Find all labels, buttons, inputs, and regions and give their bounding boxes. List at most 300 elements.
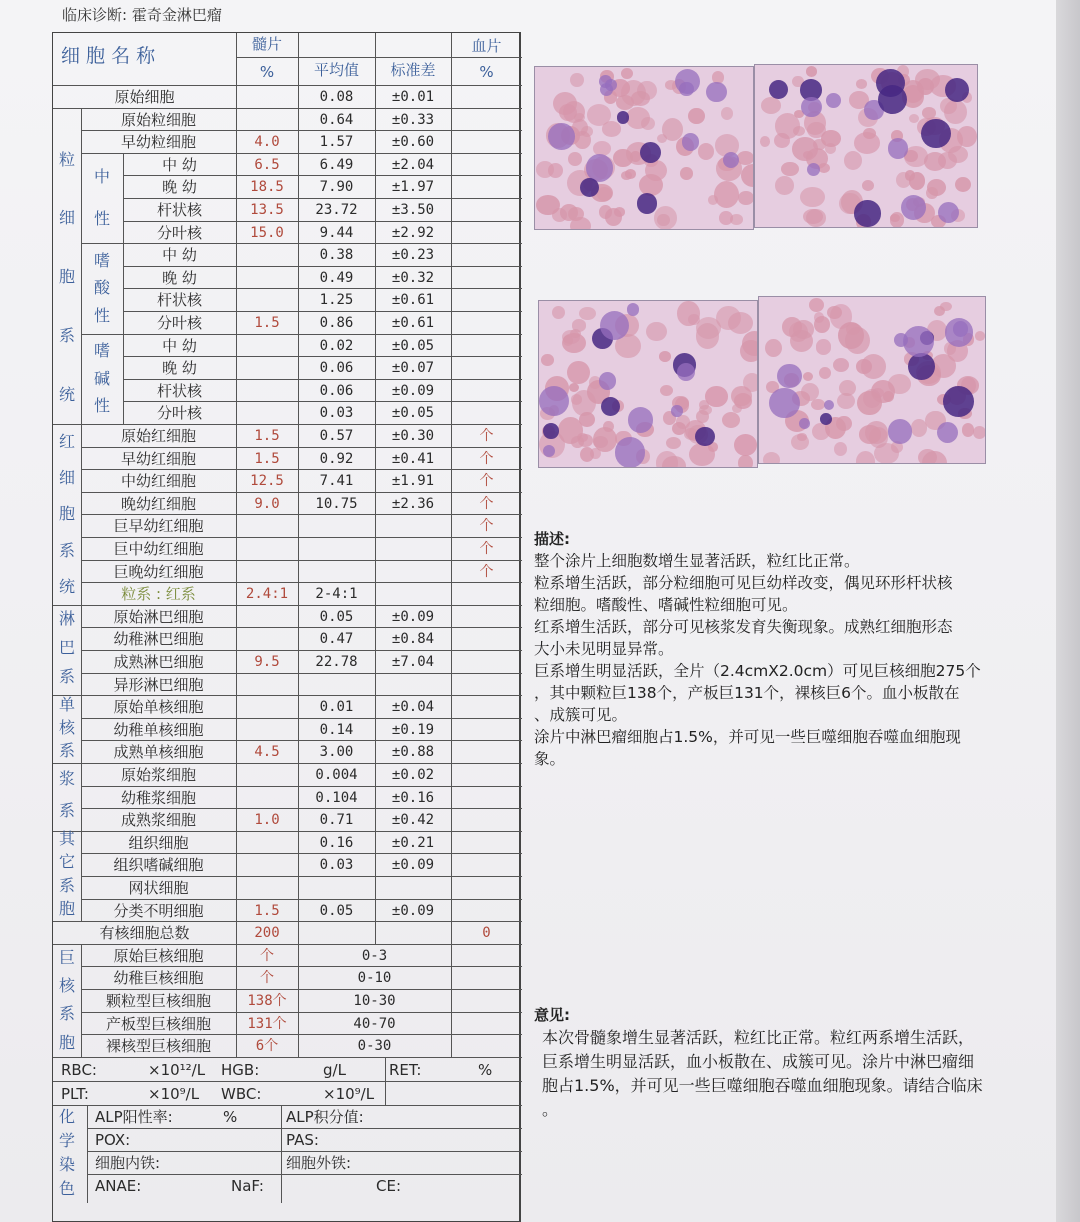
pox-label: POX:: [95, 1130, 131, 1149]
anae-label: ANAE:: [95, 1176, 142, 1195]
row-mean: 0.49: [319, 269, 354, 286]
red-cell-shape: [797, 433, 807, 442]
nucleated-cell-shape: [677, 363, 695, 381]
row-marrow: 12.5: [250, 473, 284, 490]
row-mean: 2-4:1: [315, 586, 358, 603]
red-cell-shape: [861, 354, 887, 379]
wbc-unit: ×10⁹/L: [323, 1084, 375, 1103]
row-sd: ±0.33: [391, 111, 435, 128]
header-mean: 平均值: [313, 61, 359, 79]
row-sd: ±0.09: [391, 608, 435, 625]
row-marrow: 6.5: [254, 156, 280, 173]
red-cell-shape: [909, 114, 919, 123]
alp-score-label: ALP积分值:: [286, 1107, 364, 1126]
nucleated-cell-shape: [599, 372, 617, 390]
red-cell-shape: [792, 137, 817, 161]
table-rule: [375, 85, 376, 944]
red-cell-shape: [827, 306, 842, 319]
red-cell-shape: [761, 97, 781, 114]
red-cell-shape: [734, 434, 757, 456]
table-rule: [298, 33, 299, 85]
row-name: 幼稚巨核细胞: [113, 969, 204, 988]
row-name: 巨早幼红细胞: [113, 517, 204, 536]
red-cell-shape: [599, 205, 613, 219]
description-line: 巨系增生明显活跃，全片（2.4cmX2.0cm）可见巨核细胞275个: [534, 662, 981, 680]
nucleated-cell-shape: [908, 353, 935, 380]
description-label: 描述:: [534, 530, 570, 548]
red-cell-shape: [680, 167, 692, 180]
row-rule: [123, 175, 522, 176]
row-mean: 0.01: [319, 699, 354, 716]
red-cell-shape: [696, 323, 720, 348]
nucleated-cell-shape: [543, 423, 559, 439]
group-neutrophil-label: 中 性: [93, 167, 110, 228]
group-basophil-label: 嗜 碱 性: [93, 341, 110, 416]
row-name: 中 幼: [162, 336, 197, 355]
row-name: 分叶核: [156, 404, 202, 423]
description-section: [534, 528, 1044, 770]
rbc-label: RBC:: [61, 1060, 97, 1079]
row-name: 早幼红细胞: [120, 449, 196, 468]
opinion-text: [534, 1026, 1044, 1122]
red-cell-shape: [862, 180, 874, 191]
red-cell-shape: [719, 211, 733, 225]
row-rule: [81, 740, 522, 741]
row-marrow: 9.0: [254, 495, 280, 512]
row-mean: 10.75: [315, 495, 358, 512]
nucleated-cell-shape: [945, 318, 973, 346]
red-cell-shape: [856, 79, 868, 89]
row-name: 幼稚浆细胞: [120, 788, 196, 807]
table-rule: [236, 85, 237, 1057]
row-rule: [81, 899, 522, 900]
red-cell-shape: [940, 302, 951, 311]
row-name: 裸核型巨核细胞: [105, 1037, 211, 1056]
nucleated-cell-shape: [671, 405, 682, 416]
row-sd: ±0.09: [391, 382, 435, 399]
red-cell-shape: [834, 442, 848, 456]
group-mono-label: 单 核 系: [58, 694, 75, 761]
row-sd: ±0.23: [391, 247, 435, 264]
nucleated-cell-shape: [799, 418, 810, 429]
page-edge: [1056, 0, 1080, 1222]
red-cell-shape: [552, 306, 565, 319]
row-rule: [81, 853, 522, 854]
description-line: 红系增生活跃，部分可见核浆发育失衡现象。成熟红细胞形态: [534, 618, 953, 636]
nucleated-cell-shape: [769, 80, 788, 99]
red-cell-shape: [714, 181, 739, 208]
row-name: 晚 幼: [162, 359, 197, 378]
red-cell-shape: [839, 380, 856, 396]
red-cell-shape: [568, 207, 584, 221]
row-rule: [123, 356, 522, 357]
nucleated-cell-shape: [695, 427, 714, 446]
rows-bottom-rule: [53, 1057, 522, 1058]
red-cell-shape: [721, 107, 733, 119]
row-name: 分叶核: [156, 223, 202, 242]
row-name: 杆状核: [156, 291, 202, 310]
bone-marrow-table: [52, 32, 521, 1222]
red-cell-shape: [587, 104, 611, 126]
micrograph-image: [754, 64, 978, 228]
red-cell-shape: [781, 162, 799, 177]
red-cell-shape: [553, 92, 577, 116]
red-cell-shape: [580, 447, 594, 462]
red-cell-shape: [742, 331, 758, 356]
row-sd: ±2.04: [391, 156, 435, 173]
row-sd: ±0.05: [391, 337, 435, 354]
row-marrow: 200: [254, 925, 280, 942]
red-cell-shape: [938, 152, 957, 169]
row-mean: 0.92: [319, 450, 354, 467]
red-cell-shape: [641, 117, 655, 130]
row-name: 原始细胞: [114, 88, 175, 106]
row-mean: 0.64: [319, 111, 354, 128]
row-mean: 7.90: [319, 179, 354, 196]
red-cell-shape: [738, 455, 752, 468]
nucleated-cell-shape: [901, 195, 926, 220]
red-cell-shape: [666, 437, 681, 449]
nucleated-cell-shape: [888, 419, 912, 443]
row-sd: ±0.88: [391, 744, 435, 761]
row-sd: ±0.19: [391, 721, 435, 738]
row-name: 组织嗜碱细胞: [113, 856, 204, 875]
row-rule: [81, 808, 522, 809]
row-mean: 0.47: [319, 631, 354, 648]
description-line: 象。: [534, 750, 566, 768]
red-cell-shape: [536, 195, 560, 215]
nucleated-cell-shape: [601, 397, 620, 416]
red-cell-shape: [654, 206, 678, 230]
table-rule: [451, 33, 452, 85]
row-rule: [81, 989, 522, 990]
row-name: 杆状核: [156, 201, 202, 219]
row-sd: ±0.02: [391, 767, 435, 783]
group-plasma-label: 浆 系: [58, 768, 75, 820]
row-marrow: 131个: [247, 1015, 287, 1032]
nucleated-cell-shape: [824, 400, 834, 410]
row-marrow: 1.5: [254, 450, 280, 467]
row-sd: ±0.07: [391, 360, 435, 377]
ret-unit: %: [478, 1060, 493, 1079]
red-cell-shape: [803, 372, 813, 381]
row-marrow: 6个: [255, 1038, 279, 1055]
row-rule: [123, 198, 522, 199]
table-rule: [81, 944, 82, 1057]
nucleated-cell-shape: [543, 445, 555, 457]
red-cell-shape: [790, 330, 813, 352]
row-sd: ±0.32: [391, 269, 435, 286]
row-sd: ±0.61: [391, 315, 435, 331]
row-mean: 0.71: [319, 812, 354, 829]
header-marrow-unit: %: [259, 63, 275, 81]
red-cell-shape: [922, 451, 947, 464]
red-cell-shape: [548, 163, 563, 178]
row-mean: 0.004: [315, 767, 358, 783]
opinion-label: 意见:: [534, 1006, 570, 1024]
table-rule: [281, 1105, 282, 1203]
row-mean: 0.38: [319, 247, 354, 264]
row-mean: 7.41: [319, 473, 354, 490]
red-cell-shape: [859, 425, 882, 443]
stain-rule: [87, 1174, 522, 1175]
nucleated-cell-shape: [945, 78, 969, 102]
ret-label: RET:: [389, 1060, 422, 1079]
row-name: 幼稚淋巴细胞: [113, 630, 204, 649]
opinion-line: 巨系增生明显活跃，血小板散在、成簇可见。涂片中淋巴瘤细: [542, 1052, 975, 1071]
hgb-label: HGB:: [221, 1060, 260, 1079]
row-name: 原始巨核细胞: [113, 946, 204, 965]
row-sd: ±0.04: [391, 699, 435, 716]
table-rule: [451, 85, 452, 1057]
red-cell-shape: [722, 412, 740, 428]
row-mean: 0.06: [319, 382, 354, 399]
row-marrow: 15.0: [250, 224, 284, 241]
red-cell-shape: [637, 81, 656, 100]
row-sd: ±0.21: [391, 834, 435, 851]
row-range: 0-3: [361, 947, 388, 964]
row-blood: 个: [479, 495, 494, 512]
row-name: 杆状核: [156, 381, 202, 400]
description-text: [534, 550, 1044, 770]
red-cell-shape: [570, 329, 581, 338]
row-mean: 6.49: [319, 156, 354, 173]
row-name: 中 幼: [162, 246, 197, 265]
row-name: 异形淋巴细胞: [113, 675, 204, 694]
row-rule: [81, 627, 522, 628]
red-cell-shape: [708, 195, 718, 205]
nucleated-cell-shape: [679, 82, 693, 96]
nucleated-cell-shape: [682, 133, 700, 151]
row-marrow: 1.5: [254, 428, 280, 444]
row-mean: 0.05: [319, 608, 354, 625]
row-mean: 0.104: [315, 789, 358, 806]
row-name: 成熟淋巴细胞: [113, 653, 204, 671]
row-mean: 1.57: [319, 134, 354, 151]
row-name: 网状细胞: [128, 879, 189, 897]
ce-label: CE:: [376, 1176, 402, 1195]
stain-rule: [87, 1151, 522, 1152]
row-rule: [81, 966, 522, 967]
row-rule: [81, 243, 522, 244]
red-cell-shape: [800, 187, 825, 207]
red-cell-shape: [814, 316, 830, 333]
red-cell-shape: [603, 421, 613, 432]
row-name: 分叶核: [156, 314, 202, 332]
row-sd: ±1.97: [391, 179, 435, 196]
counts-rule: [53, 1081, 522, 1082]
row-range: 40-70: [353, 1015, 396, 1032]
row-mean: 22.78: [315, 654, 358, 670]
red-cell-shape: [567, 361, 589, 384]
row-sd: ±0.42: [391, 812, 435, 829]
row-rule: [81, 514, 522, 515]
table-rule: [298, 85, 299, 1057]
red-cell-shape: [659, 351, 671, 362]
nucleated-cell-shape: [777, 364, 801, 388]
nucleated-cell-shape: [637, 193, 657, 213]
nucleated-cell-shape: [888, 138, 908, 158]
row-rule: [81, 334, 522, 335]
row-marrow: 4.0: [254, 134, 280, 151]
row-name: 分类不明细胞: [113, 901, 204, 920]
red-cell-shape: [741, 164, 754, 188]
red-cell-shape: [625, 169, 636, 179]
row-rule: [81, 718, 522, 719]
nucleated-cell-shape: [548, 123, 575, 150]
group-erythroid-label: 红 细 胞 系 统: [58, 432, 75, 596]
row-name: 成熟单核细胞: [113, 743, 204, 762]
description-line: 、成簇可见。: [534, 706, 628, 724]
alp-rate-unit: %: [223, 1107, 238, 1126]
red-cell-shape: [973, 426, 986, 439]
nucleated-cell-shape: [615, 437, 645, 467]
row-sd: ±0.61: [391, 292, 435, 309]
table-rule: [236, 33, 237, 85]
row-name: 巨晚幼红细胞: [113, 562, 204, 581]
red-cell-shape: [816, 339, 832, 354]
row-name: 晚 幼: [162, 178, 197, 197]
red-cell-shape: [909, 172, 925, 189]
description-line: 大小未见明显异常。: [534, 640, 674, 658]
row-blood: 个: [479, 450, 494, 467]
red-cell-shape: [698, 143, 714, 160]
row-marrow: 1.5: [254, 902, 280, 919]
nucleated-cell-shape: [580, 178, 599, 197]
red-cell-shape: [571, 436, 584, 448]
row-sd: ±3.50: [391, 202, 435, 218]
row-name: 成熟浆细胞: [120, 811, 196, 830]
red-cell-shape: [957, 126, 977, 147]
row-sd: ±0.09: [391, 857, 435, 874]
description-line: 粒系增生活跃，部分粒细胞可见巨幼样改变，偶见环形杆状核: [534, 574, 953, 592]
red-cell-shape: [863, 128, 876, 139]
row-rule: [123, 379, 522, 380]
row-blood: 个: [479, 518, 494, 535]
red-cell-shape: [975, 331, 985, 340]
red-cell-shape: [844, 151, 862, 170]
red-cell-shape: [568, 152, 582, 166]
row-sd: ±1.91: [391, 473, 435, 490]
row-marrow: 1.5: [254, 315, 280, 331]
red-cell-shape: [581, 126, 593, 137]
row-range: 10-30: [353, 993, 396, 1009]
row-name: 产板型巨核细胞: [105, 1014, 211, 1033]
row-name: 颗粒型巨核细胞: [105, 992, 211, 1010]
row-rule: [81, 876, 522, 877]
row-mean: 1.25: [319, 292, 354, 309]
nucleated-cell-shape: [826, 93, 841, 108]
red-cell-shape: [807, 122, 826, 138]
row-name: 原始粒细胞: [120, 110, 196, 129]
opinion-line: 胞占1.5%，并可见一些巨噬细胞吞噬血细胞现象。请结合临床: [542, 1076, 983, 1095]
row-marrow: 个: [260, 947, 274, 964]
header-rule: [236, 57, 522, 58]
red-cell-shape: [614, 207, 625, 217]
row-blood: 个: [479, 563, 494, 580]
red-cell-shape: [819, 367, 831, 379]
stain-rule: [87, 1128, 522, 1129]
row-rule: [81, 786, 522, 787]
row-sd: ±0.30: [391, 428, 435, 444]
row-rule: [123, 221, 522, 222]
red-cell-shape: [763, 452, 780, 464]
row-name: 原始红细胞: [120, 427, 196, 445]
row-name: 晚 幼: [162, 268, 197, 287]
row-name: 中 幼: [162, 155, 197, 174]
alp-rate-label: ALP阳性率:: [95, 1107, 173, 1126]
iron-out-label: 细胞外铁:: [286, 1153, 352, 1172]
row-name: 组织细胞: [128, 833, 189, 852]
row-rule: [123, 266, 522, 267]
row-marrow: 138个: [247, 993, 287, 1009]
pas-label: PAS:: [286, 1130, 319, 1149]
rbc-unit: ×10¹²/L: [148, 1060, 206, 1079]
hgb-unit: g/L: [323, 1060, 346, 1079]
naf-label: NaF:: [231, 1176, 264, 1195]
red-cell-shape: [811, 399, 825, 410]
red-cell-shape: [597, 187, 613, 201]
row-mean: 0.08: [319, 89, 354, 105]
red-cell-shape: [809, 298, 824, 312]
row-name: 早幼粒细胞: [120, 133, 196, 152]
table-rule: [87, 1105, 88, 1203]
row-sd: ±0.84: [391, 631, 435, 648]
plt-label: PLT:: [61, 1084, 89, 1103]
red-cell-shape: [699, 405, 712, 416]
red-cell-shape: [760, 136, 770, 147]
red-cell-shape: [660, 385, 673, 396]
red-cell-shape: [806, 66, 817, 77]
nucleated-cell-shape: [820, 413, 832, 425]
red-cell-shape: [541, 354, 553, 366]
iron-in-label: 细胞内铁:: [95, 1153, 161, 1172]
row-mean: 0.16: [319, 834, 354, 851]
red-cell-shape: [846, 323, 860, 335]
row-marrow: 9.5: [254, 654, 280, 670]
red-cell-shape: [621, 68, 633, 79]
red-cell-shape: [926, 187, 938, 200]
row-rule: [81, 650, 522, 651]
row-name: 晚幼红细胞: [120, 494, 196, 513]
row-marrow: 4.5: [254, 744, 280, 761]
row-rule: [81, 492, 522, 493]
group-granulocyte-label: 粒 细 胞 系 统: [58, 149, 75, 404]
row-rule: [123, 288, 522, 289]
row-mean: 0.06: [319, 360, 354, 377]
row-name: 幼稚单核细胞: [113, 720, 204, 739]
row-blood: 个: [479, 473, 494, 490]
red-cell-shape: [572, 390, 596, 416]
wbc-label: WBC:: [221, 1084, 262, 1103]
description-line: 整个涂片上细胞数增生显著活跃，粒红比正常。: [534, 552, 860, 570]
red-cell-shape: [803, 209, 822, 225]
nucleated-cell-shape: [903, 326, 934, 357]
row-marrow: 个: [260, 970, 274, 987]
opinion-line: 。: [542, 1100, 559, 1119]
group-eosinophil-label: 嗜 酸 性: [93, 250, 110, 325]
row-rule: [81, 673, 522, 674]
header-blood-unit: %: [479, 63, 494, 81]
red-cell-shape: [857, 391, 881, 416]
row-rule: [81, 537, 522, 538]
nucleated-cell-shape: [539, 386, 569, 416]
micrograph-image: [534, 66, 754, 230]
clinical-diagnosis: 临床诊断: 霍奇金淋巴瘤: [62, 6, 222, 24]
row-rule: [123, 311, 522, 312]
row-mean: 9.44: [319, 224, 354, 241]
opinion-line: 本次骨髓象增生显著活跃，粒红比正常。粒红两系增生活跃，: [542, 1028, 975, 1047]
